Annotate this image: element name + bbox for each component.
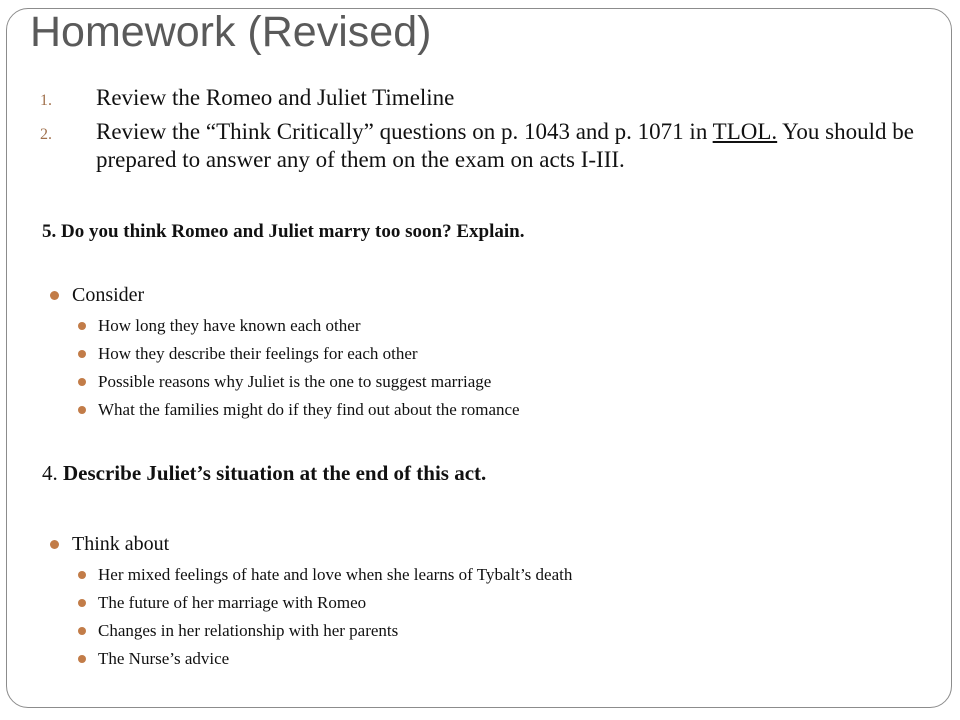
question-4-prompt bbox=[42, 460, 486, 486]
list-item bbox=[74, 396, 520, 424]
bullet-icon bbox=[78, 655, 86, 663]
question-4-text: Describe Juliet’s situation at the end of this act. bbox=[63, 461, 487, 485]
bullet-icon bbox=[78, 350, 86, 358]
book-title-tlol: TLOL. bbox=[712, 119, 778, 144]
homework-item-1 bbox=[40, 84, 945, 112]
question-5-points bbox=[74, 312, 520, 424]
bullet-icon bbox=[78, 571, 86, 579]
question-5-lead-list bbox=[46, 283, 144, 307]
point-text: Her mixed feelings of hate and love when she learns of Tybalt’s death bbox=[98, 565, 573, 584]
question-5-prompt: 5. Do you think Romeo and Juliet marry too soon? Explain. bbox=[42, 221, 525, 242]
homework-list bbox=[40, 84, 945, 180]
point-text: The future of her marriage with Romeo bbox=[98, 593, 367, 612]
point-text: Possible reasons why Juliet is the one to suggest marriage bbox=[98, 372, 492, 391]
lead-text: Think about bbox=[72, 533, 170, 555]
homework-item-number: 1. bbox=[40, 92, 52, 109]
list-item bbox=[74, 368, 520, 396]
bullet-icon bbox=[78, 378, 86, 386]
homework-item-text: Review the “Think Critically” questions on p. 1043 and p. 1071 in bbox=[96, 119, 713, 144]
question-5-lead bbox=[46, 283, 144, 307]
list-item bbox=[74, 561, 572, 589]
list-item bbox=[74, 645, 572, 673]
bullet-icon bbox=[78, 627, 86, 635]
question-4-points bbox=[74, 561, 572, 673]
question-4-lead bbox=[46, 532, 169, 556]
list-item bbox=[74, 340, 520, 368]
bullet-icon bbox=[50, 291, 59, 300]
point-text: The Nurse’s advice bbox=[98, 649, 230, 668]
bullet-icon bbox=[50, 540, 59, 549]
point-text: How long they have known each other bbox=[98, 316, 361, 335]
slide-title: Homework (Revised) bbox=[30, 8, 432, 56]
list-item bbox=[74, 312, 520, 340]
bullet-icon bbox=[78, 406, 86, 414]
homework-item-text-rest: You should be prepared to answer any of them on the exam on acts I-III. bbox=[96, 119, 914, 172]
homework-item-2 bbox=[40, 118, 945, 174]
point-text: What the families might do if they find out about the romance bbox=[98, 400, 520, 419]
question-4-lead-list bbox=[46, 532, 169, 556]
bullet-icon bbox=[78, 322, 86, 330]
homework-item-number: 2. bbox=[40, 126, 52, 143]
point-text: Changes in her relationship with her parents bbox=[98, 621, 399, 640]
bullet-icon bbox=[78, 599, 86, 607]
list-item bbox=[74, 617, 572, 645]
point-text: How they describe their feelings for each other bbox=[98, 344, 418, 363]
lead-text: Consider bbox=[72, 284, 145, 306]
question-4-number: 4. bbox=[42, 461, 58, 485]
list-item bbox=[74, 589, 572, 617]
homework-item-text: Review the Romeo and Juliet Timeline bbox=[96, 85, 455, 110]
